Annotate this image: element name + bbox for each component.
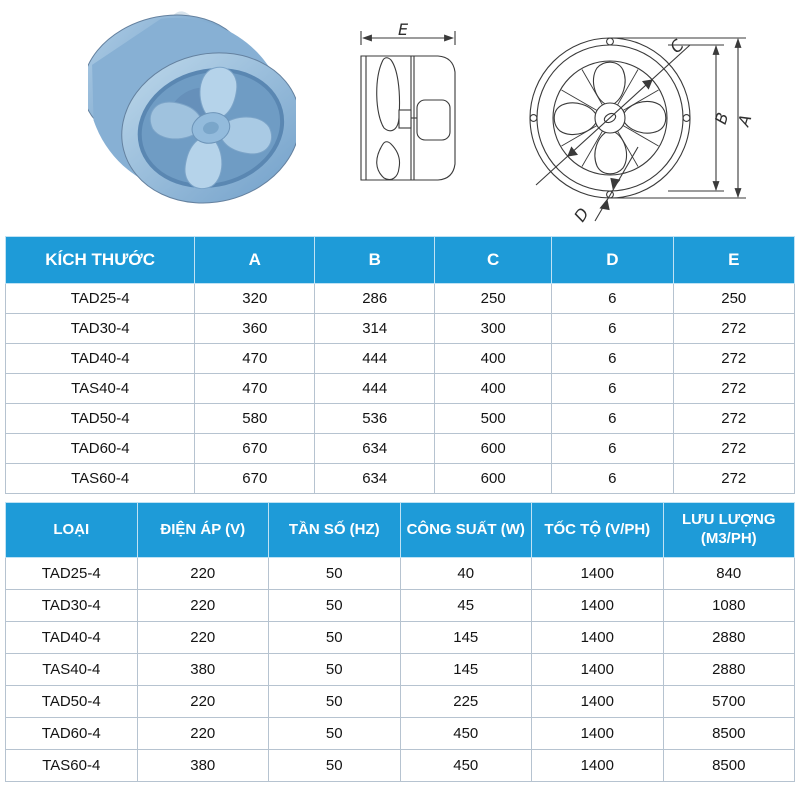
value-cell: 320: [195, 284, 315, 314]
value-cell: 272: [673, 314, 794, 344]
column-header: D: [552, 237, 673, 284]
model-cell: TAD40-4: [6, 622, 138, 654]
value-cell: 45: [400, 590, 532, 622]
value-cell: 2880: [663, 654, 795, 686]
blade-lower: [377, 142, 400, 180]
value-cell: 500: [435, 404, 552, 434]
bolt-hole-right: [683, 115, 690, 122]
column-header: KÍCH THƯỚC: [6, 237, 195, 284]
value-cell: 272: [673, 434, 794, 464]
value-cell: 1400: [532, 654, 664, 686]
value-cell: 380: [137, 654, 269, 686]
column-header: TẦN SỐ (HZ): [269, 503, 401, 558]
value-cell: 1400: [532, 622, 664, 654]
value-cell: 272: [673, 464, 794, 494]
value-cell: 2880: [663, 622, 795, 654]
model-cell: TAD60-4: [6, 434, 195, 464]
value-cell: 840: [663, 558, 795, 590]
value-cell: 670: [195, 434, 315, 464]
dimension-table: [5, 236, 795, 494]
value-cell: 8500: [663, 750, 795, 782]
table-row: [6, 654, 795, 686]
column-header: TỐC TỘ (V/PH): [532, 503, 664, 558]
value-cell: 380: [137, 750, 269, 782]
table-row: [6, 750, 795, 782]
value-cell: 1400: [532, 558, 664, 590]
value-cell: 6: [552, 434, 673, 464]
value-cell: 5700: [663, 686, 795, 718]
value-cell: 50: [269, 686, 401, 718]
model-cell: TAD50-4: [6, 686, 138, 718]
value-cell: 1400: [532, 686, 664, 718]
value-cell: 40: [400, 558, 532, 590]
fan-product-photo: [88, 4, 296, 216]
value-cell: 1400: [532, 718, 664, 750]
table-row: [6, 464, 795, 494]
value-cell: 314: [315, 314, 435, 344]
model-cell: TAS60-4: [6, 464, 195, 494]
side-view-drawing: [354, 22, 468, 206]
column-header: CÔNG SUẤT (W): [400, 503, 532, 558]
value-cell: 50: [269, 558, 401, 590]
model-cell: TAD30-4: [6, 314, 195, 344]
value-cell: 6: [552, 344, 673, 374]
value-cell: 6: [552, 284, 673, 314]
table-row: [6, 558, 795, 590]
value-cell: 444: [315, 344, 435, 374]
value-cell: 634: [315, 464, 435, 494]
value-cell: 580: [195, 404, 315, 434]
table-row: [6, 404, 795, 434]
table-row: [6, 718, 795, 750]
value-cell: 250: [435, 284, 552, 314]
value-cell: 220: [137, 590, 269, 622]
header-row: [6, 237, 795, 284]
column-header: LƯU LƯỢNG (M3/PH): [663, 503, 795, 558]
model-cell: TAD60-4: [6, 718, 138, 750]
table-row: [6, 314, 795, 344]
model-cell: TAS60-4: [6, 750, 138, 782]
table-row: [6, 374, 795, 404]
dimension-table-head: [6, 237, 795, 284]
column-header: E: [673, 237, 794, 284]
value-cell: 6: [552, 314, 673, 344]
column-header: ĐIỆN ÁP (V): [137, 503, 269, 558]
value-cell: 600: [435, 464, 552, 494]
dim-label-d: D: [570, 204, 593, 226]
figure-strip: [0, 0, 800, 232]
dim-label-e: E: [397, 22, 409, 39]
value-cell: 286: [315, 284, 435, 314]
value-cell: 225: [400, 686, 532, 718]
dimension-table-body: [6, 284, 795, 494]
table-row: [6, 434, 795, 464]
value-cell: 220: [137, 558, 269, 590]
value-cell: 272: [673, 374, 794, 404]
value-cell: 1400: [532, 590, 664, 622]
value-cell: 220: [137, 718, 269, 750]
spec-table-head: [6, 503, 795, 558]
value-cell: 1080: [663, 590, 795, 622]
table-row: [6, 590, 795, 622]
spec-table: [5, 502, 795, 782]
value-cell: 1400: [532, 750, 664, 782]
value-cell: 145: [400, 622, 532, 654]
table-row: [6, 622, 795, 654]
model-cell: TAD30-4: [6, 590, 138, 622]
model-cell: TAD50-4: [6, 404, 195, 434]
value-cell: 8500: [663, 718, 795, 750]
model-cell: TAS40-4: [6, 654, 138, 686]
value-cell: 50: [269, 590, 401, 622]
dim-label-b: B: [711, 110, 733, 127]
spec-table-body: [6, 558, 795, 782]
value-cell: 50: [269, 718, 401, 750]
bolt-hole-top: [607, 38, 614, 45]
blade-upper: [377, 58, 400, 131]
value-cell: 50: [269, 622, 401, 654]
value-cell: 220: [137, 622, 269, 654]
value-cell: 470: [195, 344, 315, 374]
value-cell: 272: [673, 404, 794, 434]
front-view-drawing: [518, 22, 758, 230]
value-cell: 50: [269, 654, 401, 686]
table-row: [6, 686, 795, 718]
model-cell: TAD40-4: [6, 344, 195, 374]
model-cell: TAS40-4: [6, 374, 195, 404]
value-cell: 250: [673, 284, 794, 314]
table-row: [6, 284, 795, 314]
motor-outline: [417, 100, 450, 140]
column-header: C: [435, 237, 552, 284]
value-cell: 450: [400, 718, 532, 750]
value-cell: 272: [673, 344, 794, 374]
value-cell: 536: [315, 404, 435, 434]
value-cell: 6: [552, 464, 673, 494]
value-cell: 145: [400, 654, 532, 686]
bolt-hole-left: [530, 115, 537, 122]
value-cell: 400: [435, 374, 552, 404]
model-cell: TAD25-4: [6, 284, 195, 314]
header-row: [6, 503, 795, 558]
column-header: LOẠI: [6, 503, 138, 558]
column-header: B: [315, 237, 435, 284]
value-cell: 670: [195, 464, 315, 494]
value-cell: 400: [435, 344, 552, 374]
dim-label-a: A: [734, 112, 756, 129]
value-cell: 600: [435, 434, 552, 464]
value-cell: 300: [435, 314, 552, 344]
value-cell: 470: [195, 374, 315, 404]
value-cell: 634: [315, 434, 435, 464]
value-cell: 360: [195, 314, 315, 344]
column-header: A: [195, 237, 315, 284]
value-cell: 6: [552, 404, 673, 434]
table-row: [6, 344, 795, 374]
value-cell: 444: [315, 374, 435, 404]
value-cell: 6: [552, 374, 673, 404]
value-cell: 450: [400, 750, 532, 782]
hub-bracket: [399, 110, 411, 128]
model-cell: TAD25-4: [6, 558, 138, 590]
dim-label-c: C: [666, 35, 688, 57]
value-cell: 50: [269, 750, 401, 782]
value-cell: 220: [137, 686, 269, 718]
